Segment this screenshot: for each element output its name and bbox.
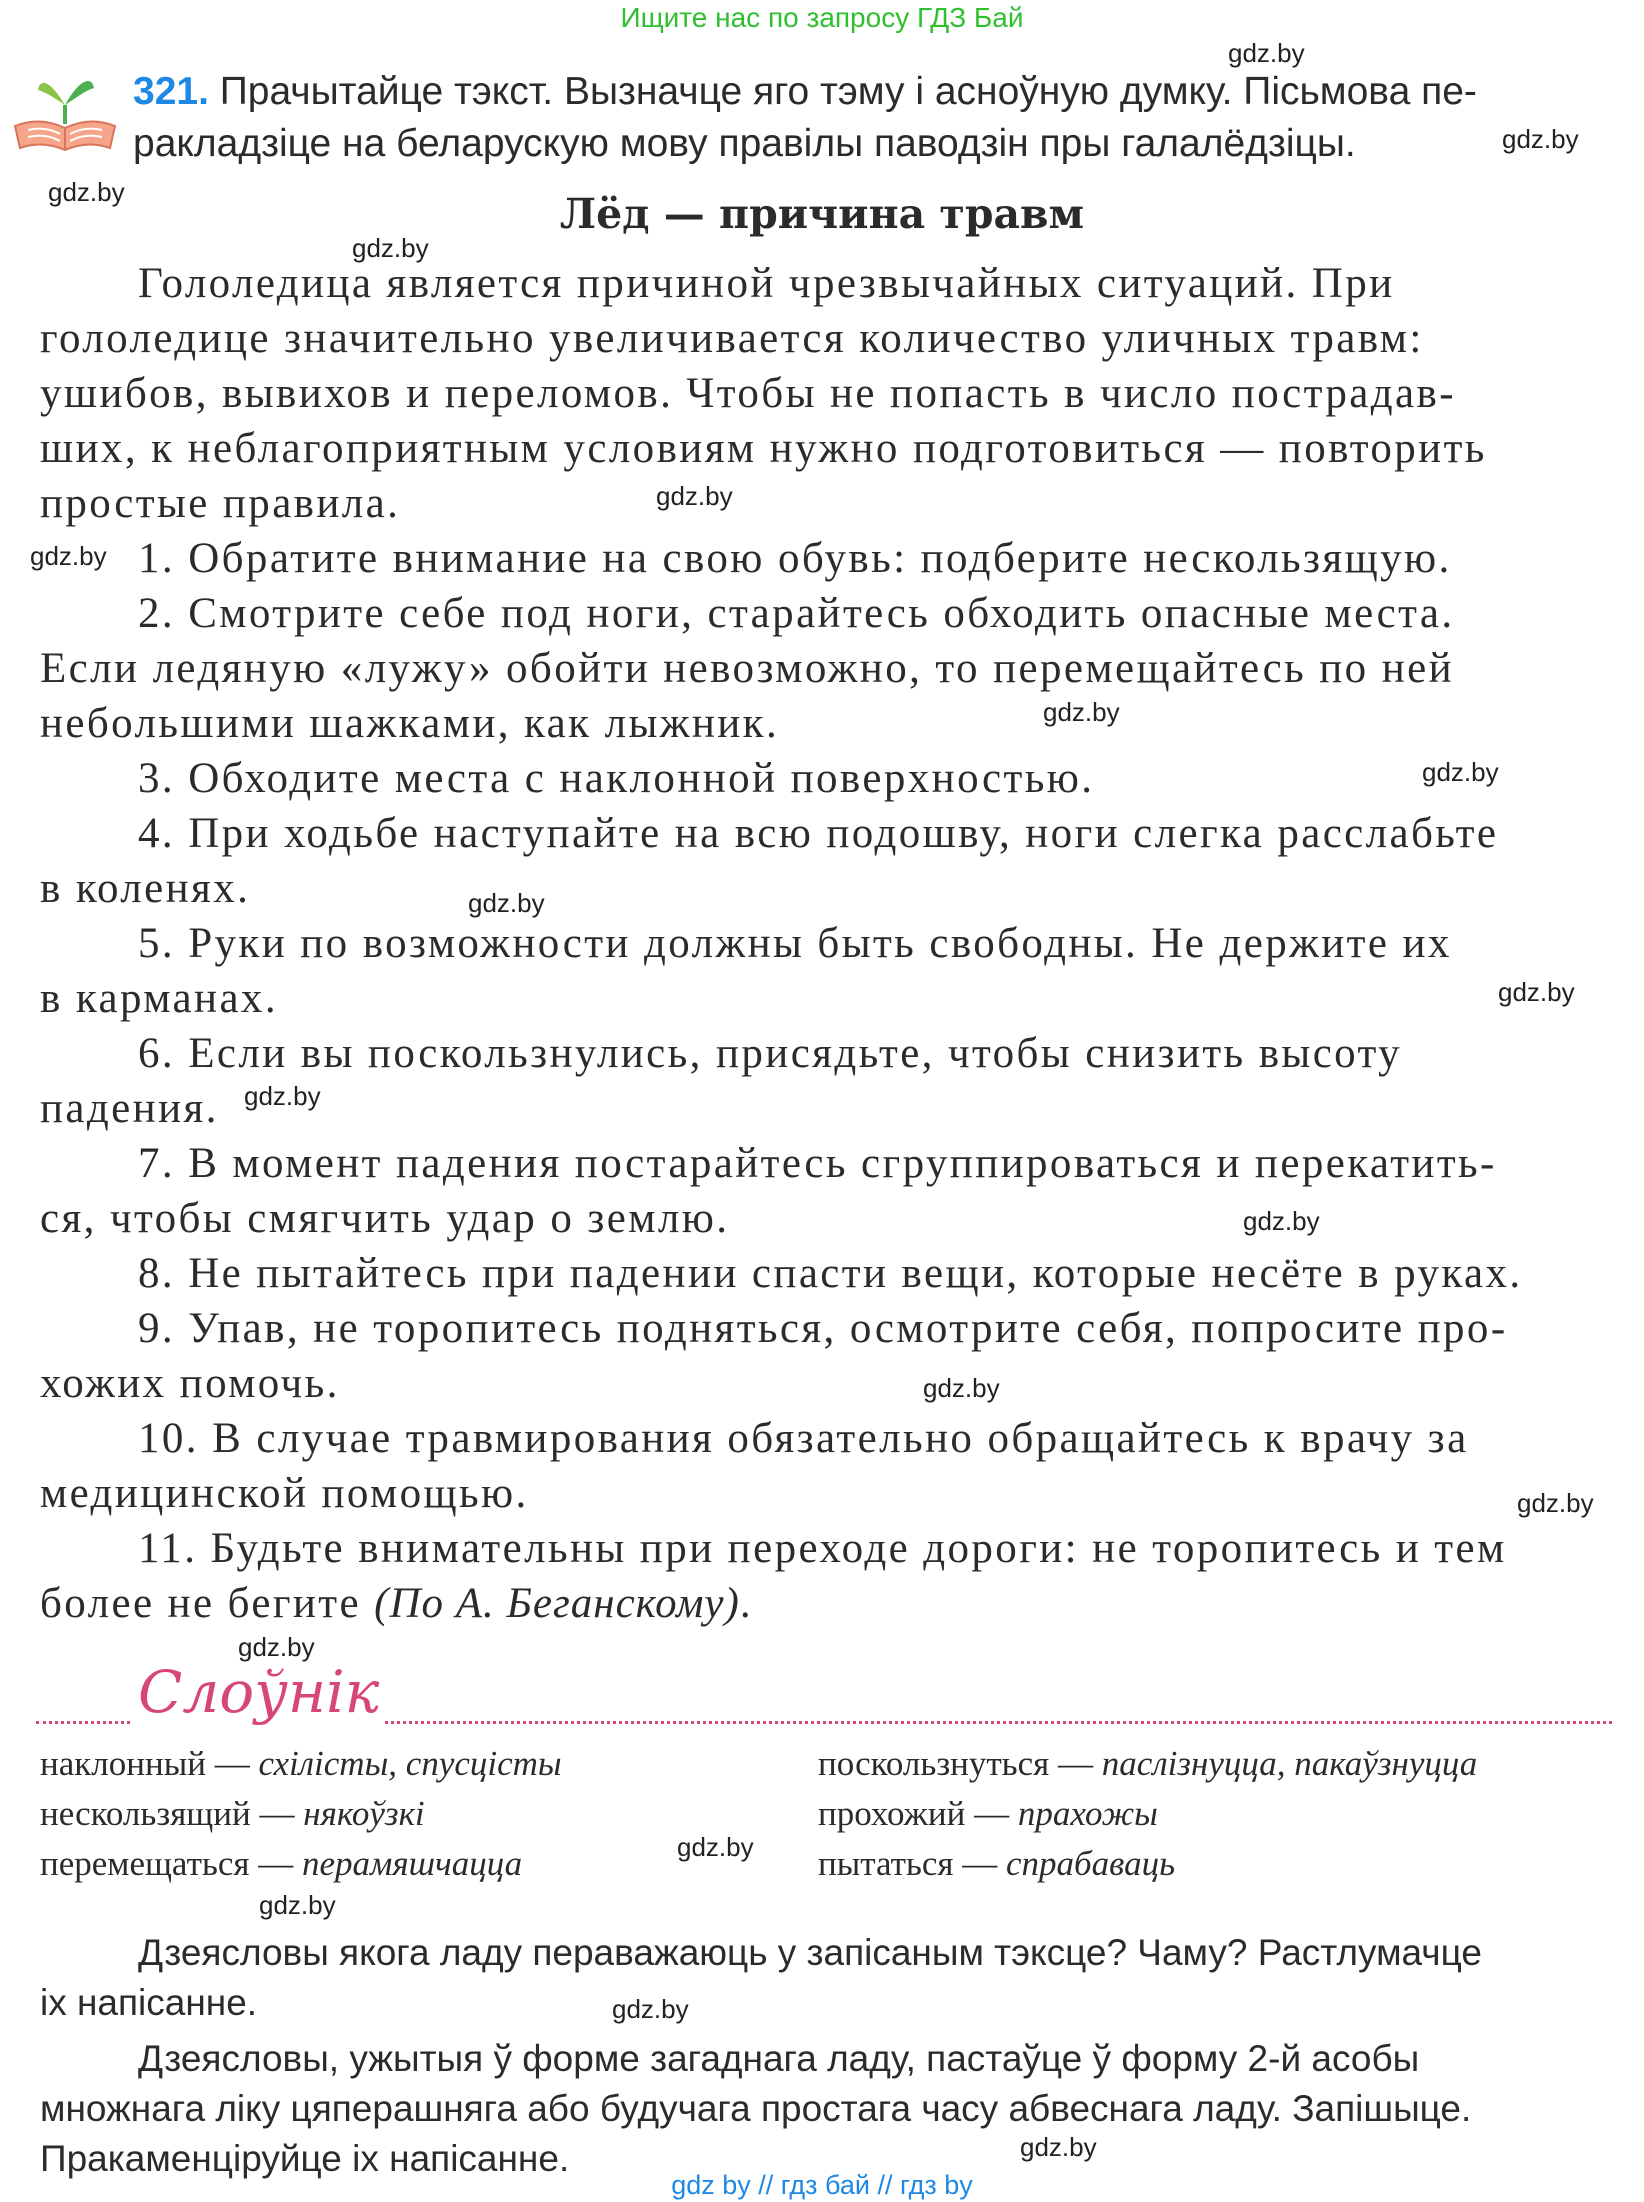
vocab-heading: Слоўнік	[132, 1658, 385, 1726]
text-line: Если ледяную «лужу» обойти невозможно, то перемещайтесь по ней	[40, 645, 1455, 692]
question-1-line: іх напісанне.	[40, 1982, 258, 2023]
task-number: 321.	[133, 70, 209, 113]
vocab-entry: перемещаться — перамяшчацца	[40, 1844, 523, 1883]
text-line: ших, к неблагоприятным условиям нужно подготовиться — повторить	[40, 425, 1487, 472]
question-2-line: Дзеясловы, ужытыя ў форме загаднага ладу, пастаўце ў форму 2-й асобы	[138, 2038, 1420, 2079]
rule-9: 9. Упав, не торопитесь подняться, осмотрите себя, попросите про-	[138, 1305, 1508, 1352]
text-line: простые правила.	[40, 480, 401, 527]
watermark: gdz.by	[1020, 2132, 1097, 2162]
rule-2: 2. Смотрите себе под ноги, старайтесь обходить опасные места.	[138, 590, 1455, 637]
text-line: в карманах.	[40, 975, 278, 1022]
watermark: gdz.by	[923, 1373, 1000, 1403]
watermark: gdz.by	[48, 177, 125, 207]
watermark: gdz.by	[244, 1081, 321, 1111]
watermark: gdz.by	[238, 1632, 315, 1662]
watermark: gdz.by	[1517, 1488, 1594, 1518]
watermark: gdz.by	[1498, 977, 1575, 1007]
task-line-1: 321. Прачытайце тэкст. Вызначце яго тэму і асноўную думку. Пісьмова пе-	[133, 70, 1477, 113]
watermark: gdz.by	[656, 481, 733, 511]
rule-8: 8. Не пытайтесь при падении спасти вещи, которые несёте в руках.	[138, 1250, 1523, 1297]
watermark: gdz.by	[30, 541, 107, 571]
text-line: хожих помочь.	[40, 1360, 340, 1407]
rule-10: 10. В случае травмирования обязательно обращайтесь к врачу за	[138, 1415, 1469, 1462]
text-line-last: более не бегите (По А. Беганскому).	[40, 1580, 753, 1627]
question-2-line: множнага ліку цяперашняга або будучага простага часу абвеснага ладу. Запішыце.	[40, 2088, 1472, 2129]
rule-5: 5. Руки по возможности должны быть свободны. Не держите их	[138, 920, 1452, 967]
watermark: gdz.by	[259, 1890, 336, 1920]
watermark: gdz.by	[352, 233, 429, 263]
text-title: Лёд — причина травм	[559, 190, 1085, 238]
text-line: ся, чтобы смягчить удар о землю.	[40, 1195, 730, 1242]
text-line: медицинской помощью.	[40, 1470, 529, 1517]
watermark: gdz.by	[468, 888, 545, 918]
footer-links: gdz by // гдз бай // гдз by	[671, 2170, 973, 2200]
text-line: гололедице значительно увеличивается количество уличных травм:	[40, 315, 1424, 362]
rule-6: 6. Если вы поскользнулись, присядьте, чтобы снизить высоту	[138, 1030, 1403, 1077]
rule-3: 3. Обходите места с наклонной поверхностью.	[138, 755, 1095, 802]
watermark: gdz.by	[1422, 757, 1499, 787]
question-2-line: Пракаменціруйце іх напісанне.	[40, 2138, 570, 2179]
watermark: gdz.by	[612, 1994, 689, 2024]
vocab-entry: прохожий — прахожы	[818, 1794, 1158, 1833]
rule-11: 11. Будьте внимательны при переходе дороги: не торопитесь и тем	[138, 1525, 1507, 1572]
watermark: gdz.by	[1043, 697, 1120, 727]
text-line: Гололедица является причиной чрезвычайных ситуаций. При	[138, 260, 1395, 307]
vocab-entry: наклонный — схілісты, спусцісты	[40, 1744, 562, 1783]
text-line: небольшими шажками, как лыжник.	[40, 700, 780, 747]
vocab-entry: поскользнуться — паслізнуцца, пакаўзнуцца	[818, 1744, 1478, 1783]
vocab-entry: пытаться — спрабаваць	[818, 1844, 1176, 1883]
text-line: падения.	[40, 1085, 219, 1132]
book-sprout-icon	[10, 60, 120, 155]
rule-4: 4. При ходьбе наступайте на всю подошву, ноги слегка расслабьте	[138, 810, 1499, 857]
text-line: в коленях.	[40, 865, 251, 912]
vocab-entry: нескользящий — някоўзкі	[40, 1794, 425, 1833]
task-line-2: ракладзіце на беларускую мову правілы паводзін пры галалёдзіцы.	[133, 122, 1356, 165]
watermark: gdz.by	[1502, 124, 1579, 154]
watermark: gdz.by	[677, 1832, 754, 1862]
source-citation: (По А. Беганскому)	[374, 1580, 740, 1627]
watermark: gdz.by	[1228, 38, 1305, 68]
top-banner: Ищите нас по запросу ГДЗ Бай	[620, 2, 1024, 33]
rule-1: 1. Обратите внимание на свою обувь: подберите нескользящую.	[138, 535, 1452, 582]
question-1-line: Дзеясловы якога ладу пераважаюць у запісаным тэксце? Чаму? Растлумачце	[138, 1932, 1482, 1973]
text-line: ушибов, вывихов и переломов. Чтобы не попасть в число пострадав-	[40, 370, 1456, 417]
watermark: gdz.by	[1243, 1206, 1320, 1236]
rule-7: 7. В момент падения постарайтесь сгруппироваться и перекатить-	[138, 1140, 1497, 1187]
